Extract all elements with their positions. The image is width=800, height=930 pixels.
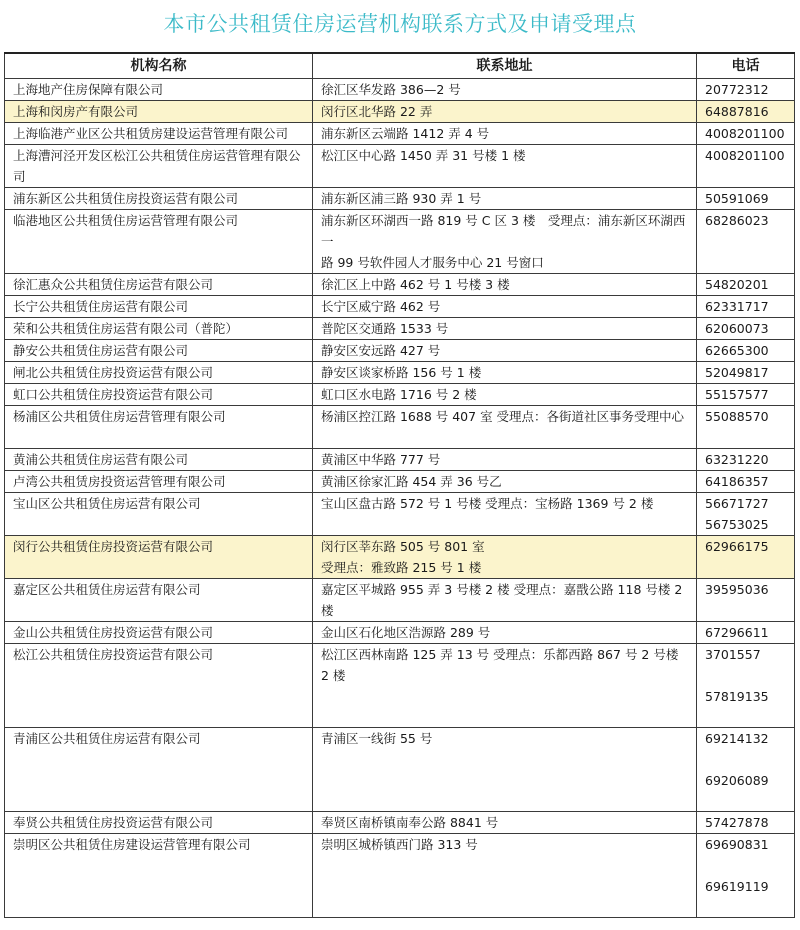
org-name-cell: 上海漕河泾开发区松江公共租赁住房运营管理有限公司 xyxy=(5,145,313,188)
org-name-cell: 嘉定区公共租赁住房运营有限公司 xyxy=(5,579,313,622)
address-cell xyxy=(313,471,697,493)
phone-cell xyxy=(697,210,795,274)
contacts-table xyxy=(4,52,795,918)
address-line: 静安区谈家桥路 156 号 1 楼 xyxy=(321,365,482,380)
address-line: 徐汇区华发路 386—2 号 xyxy=(321,82,461,97)
address-cell xyxy=(313,188,697,210)
address-line: 松江区中心路 1450 弄 31 号楼 1 楼 xyxy=(321,148,526,163)
table-row xyxy=(5,362,795,384)
address-cell xyxy=(313,728,697,812)
address-line: 长宁区威宁路 462 号 xyxy=(321,299,441,314)
org-name-cell: 临港地区公共租赁住房运营管理有限公司 xyxy=(5,210,313,274)
table-row xyxy=(5,579,795,622)
phone-number: 4008201100 xyxy=(705,126,785,141)
phone-cell xyxy=(697,406,795,449)
phone-cell xyxy=(697,812,795,834)
phone-number: 55088570 xyxy=(705,409,769,424)
table-row xyxy=(5,384,795,406)
org-name-cell: 长宁公共租赁住房运营有限公司 xyxy=(5,296,313,318)
table-row xyxy=(5,101,795,123)
phone-number: 50591069 xyxy=(705,191,769,206)
org-name-cell: 闸北公共租赁住房投资运营有限公司 xyxy=(5,362,313,384)
address-line: 崇明区城桥镇西门路 313 号 xyxy=(321,837,478,852)
phone-number: 62060073 xyxy=(705,321,769,336)
org-name-cell: 卢湾公共租赁房投资运营管理有限公司 xyxy=(5,471,313,493)
phone-cell xyxy=(697,728,795,812)
table-header-row xyxy=(5,53,795,79)
address-cell xyxy=(313,834,697,918)
table-row xyxy=(5,123,795,145)
phone-cell xyxy=(697,296,795,318)
phone-number: 56671727 xyxy=(705,496,769,511)
address-cell xyxy=(313,296,697,318)
address-line: 嘉定区平城路 955 弄 3 号楼 2 楼 受理点：嘉戬公路 118 号楼 2 楼 xyxy=(321,582,683,618)
org-name-cell: 金山公共租赁住房投资运营有限公司 xyxy=(5,622,313,644)
phone-cell xyxy=(697,493,795,536)
address-cell xyxy=(313,210,697,274)
address-cell xyxy=(313,101,697,123)
address-cell xyxy=(313,384,697,406)
table-row xyxy=(5,79,795,101)
phone-cell xyxy=(697,318,795,340)
address-line: 受理点：雅致路 215 号 1 楼 xyxy=(321,560,482,575)
org-name-cell: 奉贤公共租赁住房投资运营有限公司 xyxy=(5,812,313,834)
phone-number: 56753025 xyxy=(705,517,769,532)
address-cell xyxy=(313,644,697,728)
phone-number: 62665300 xyxy=(705,343,769,358)
phone-cell xyxy=(697,79,795,101)
phone-cell xyxy=(697,449,795,471)
table-row xyxy=(5,145,795,188)
phone-number: 20772312 xyxy=(705,82,769,97)
address-line: 闵行区莘东路 505 号 801 室 xyxy=(321,539,485,554)
org-name-cell: 松江公共租赁住房投资运营有限公司 xyxy=(5,644,313,728)
phone-cell xyxy=(697,622,795,644)
address-line: 金山区石化地区浩源路 289 号 xyxy=(321,625,491,640)
phone-number: 69214132 xyxy=(705,731,769,746)
header-address: 联系地址 xyxy=(313,53,697,79)
header-org-name: 机构名称 xyxy=(5,53,313,79)
address-cell xyxy=(313,318,697,340)
page-title: 本市公共租赁住房运营机构联系方式及申请受理点 xyxy=(163,12,637,36)
address-line: 闵行区北华路 22 弄 xyxy=(321,104,433,119)
address-line: 浦东新区云端路 1412 弄 4 号 xyxy=(321,126,490,141)
phone-number: 52049817 xyxy=(705,365,769,380)
table-row xyxy=(5,493,795,536)
table-row xyxy=(5,406,795,449)
address-cell xyxy=(313,622,697,644)
address-line: 杨浦区控江路 1688 号 407 室 受理点：各街道社区事务受理中心 xyxy=(321,409,685,424)
phone-number: 69619119 xyxy=(705,879,769,894)
phone-cell xyxy=(697,101,795,123)
phone-number: 57819135 xyxy=(705,689,769,704)
address-cell xyxy=(313,340,697,362)
org-name-cell: 上海地产住房保障有限公司 xyxy=(5,79,313,101)
org-name-cell: 上海和闵房产有限公司 xyxy=(5,101,313,123)
phone-cell xyxy=(697,188,795,210)
address-line: 青浦区一线街 55 号 xyxy=(321,731,433,746)
table-row xyxy=(5,188,795,210)
address-line: 普陀区交通路 1533 号 xyxy=(321,321,449,336)
org-name-cell: 青浦区公共租赁住房运营有限公司 xyxy=(5,728,313,812)
org-name-cell: 崇明区公共租赁住房建设运营管理有限公司 xyxy=(5,834,313,918)
phone-cell xyxy=(697,340,795,362)
phone-cell xyxy=(697,834,795,918)
phone-number: 64887816 xyxy=(705,104,769,119)
org-name-cell: 徐汇惠众公共租赁住房运营有限公司 xyxy=(5,274,313,296)
address-line: 松江区西林南路 125 弄 13 号 受理点：乐都西路 867 号 2 号楼 2 楼 xyxy=(321,647,679,683)
address-line: 浦东新区环湖西一路 819 号 C 区 3 楼 受理点：浦东新区环湖西一 xyxy=(321,213,686,249)
table-row xyxy=(5,812,795,834)
phone-number: 68286023 xyxy=(705,213,769,228)
table-row xyxy=(5,449,795,471)
org-name-cell: 虹口公共租赁住房投资运营有限公司 xyxy=(5,384,313,406)
phone-number: 55157577 xyxy=(705,387,769,402)
address-line: 徐汇区上中路 462 号 1 号楼 3 楼 xyxy=(321,277,510,292)
table-row xyxy=(5,296,795,318)
address-line: 宝山区盘古路 572 号 1 号楼 受理点：宝杨路 1369 号 2 楼 xyxy=(321,496,654,511)
phone-number: 64186357 xyxy=(705,474,769,489)
table-row xyxy=(5,274,795,296)
phone-cell xyxy=(697,579,795,622)
address-cell xyxy=(313,274,697,296)
table-row xyxy=(5,834,795,918)
address-line: 虹口区水电路 1716 号 2 楼 xyxy=(321,387,477,402)
org-name-cell: 杨浦区公共租赁住房运营管理有限公司 xyxy=(5,406,313,449)
table-row xyxy=(5,340,795,362)
address-line: 黄浦区中华路 777 号 xyxy=(321,452,441,467)
phone-number: 57427878 xyxy=(705,815,769,830)
table-row xyxy=(5,536,795,579)
phone-cell xyxy=(697,536,795,579)
phone-cell xyxy=(697,471,795,493)
org-name-cell: 闵行公共租赁住房投资运营有限公司 xyxy=(5,536,313,579)
phone-cell xyxy=(697,123,795,145)
table-body xyxy=(5,79,795,918)
phone-number: 69206089 xyxy=(705,773,769,788)
table-row xyxy=(5,471,795,493)
address-cell xyxy=(313,579,697,622)
phone-number: 54820201 xyxy=(705,277,769,292)
org-name-cell: 上海临港产业区公共租赁房建设运营管理有限公司 xyxy=(5,123,313,145)
org-name-cell: 宝山区公共租赁住房运营有限公司 xyxy=(5,493,313,536)
table-row xyxy=(5,622,795,644)
org-name-cell: 黄浦公共租赁住房运营有限公司 xyxy=(5,449,313,471)
phone-number: 63231220 xyxy=(705,452,769,467)
phone-number: 3701557 xyxy=(705,647,761,662)
table-row xyxy=(5,318,795,340)
header-phone: 电话 xyxy=(697,53,795,79)
phone-number: 67296611 xyxy=(705,625,769,640)
phone-cell xyxy=(697,384,795,406)
address-line: 静安区安远路 427 号 xyxy=(321,343,441,358)
address-line: 奉贤区南桥镇南奉公路 8841 号 xyxy=(321,815,499,830)
phone-number: 62966175 xyxy=(705,539,769,554)
address-cell xyxy=(313,79,697,101)
address-cell xyxy=(313,123,697,145)
org-name-cell: 荣和公共租赁住房运营有限公司（普陀） xyxy=(5,318,313,340)
phone-number: 69690831 xyxy=(705,837,769,852)
phone-cell xyxy=(697,274,795,296)
address-line: 浦东新区浦三路 930 弄 1 号 xyxy=(321,191,482,206)
phone-cell xyxy=(697,644,795,728)
phone-number: 39595036 xyxy=(705,582,769,597)
table-row xyxy=(5,644,795,728)
address-cell xyxy=(313,493,697,536)
phone-number: 62331717 xyxy=(705,299,769,314)
address-cell xyxy=(313,812,697,834)
address-cell xyxy=(313,406,697,449)
address-cell xyxy=(313,449,697,471)
phone-cell xyxy=(697,362,795,384)
address-cell xyxy=(313,362,697,384)
table-row xyxy=(5,728,795,812)
org-name-cell: 浦东新区公共租赁住房投资运营有限公司 xyxy=(5,188,313,210)
table-row xyxy=(5,210,795,274)
org-name-cell: 静安公共租赁住房运营有限公司 xyxy=(5,340,313,362)
address-line: 黄浦区徐家汇路 454 弄 36 号乙 xyxy=(321,474,502,489)
address-cell xyxy=(313,145,697,188)
address-line: 路 99 号软件园人才服务中心 21 号窗口 xyxy=(321,255,544,270)
address-cell xyxy=(313,536,697,579)
phone-cell xyxy=(697,145,795,188)
phone-number: 4008201100 xyxy=(705,148,785,163)
